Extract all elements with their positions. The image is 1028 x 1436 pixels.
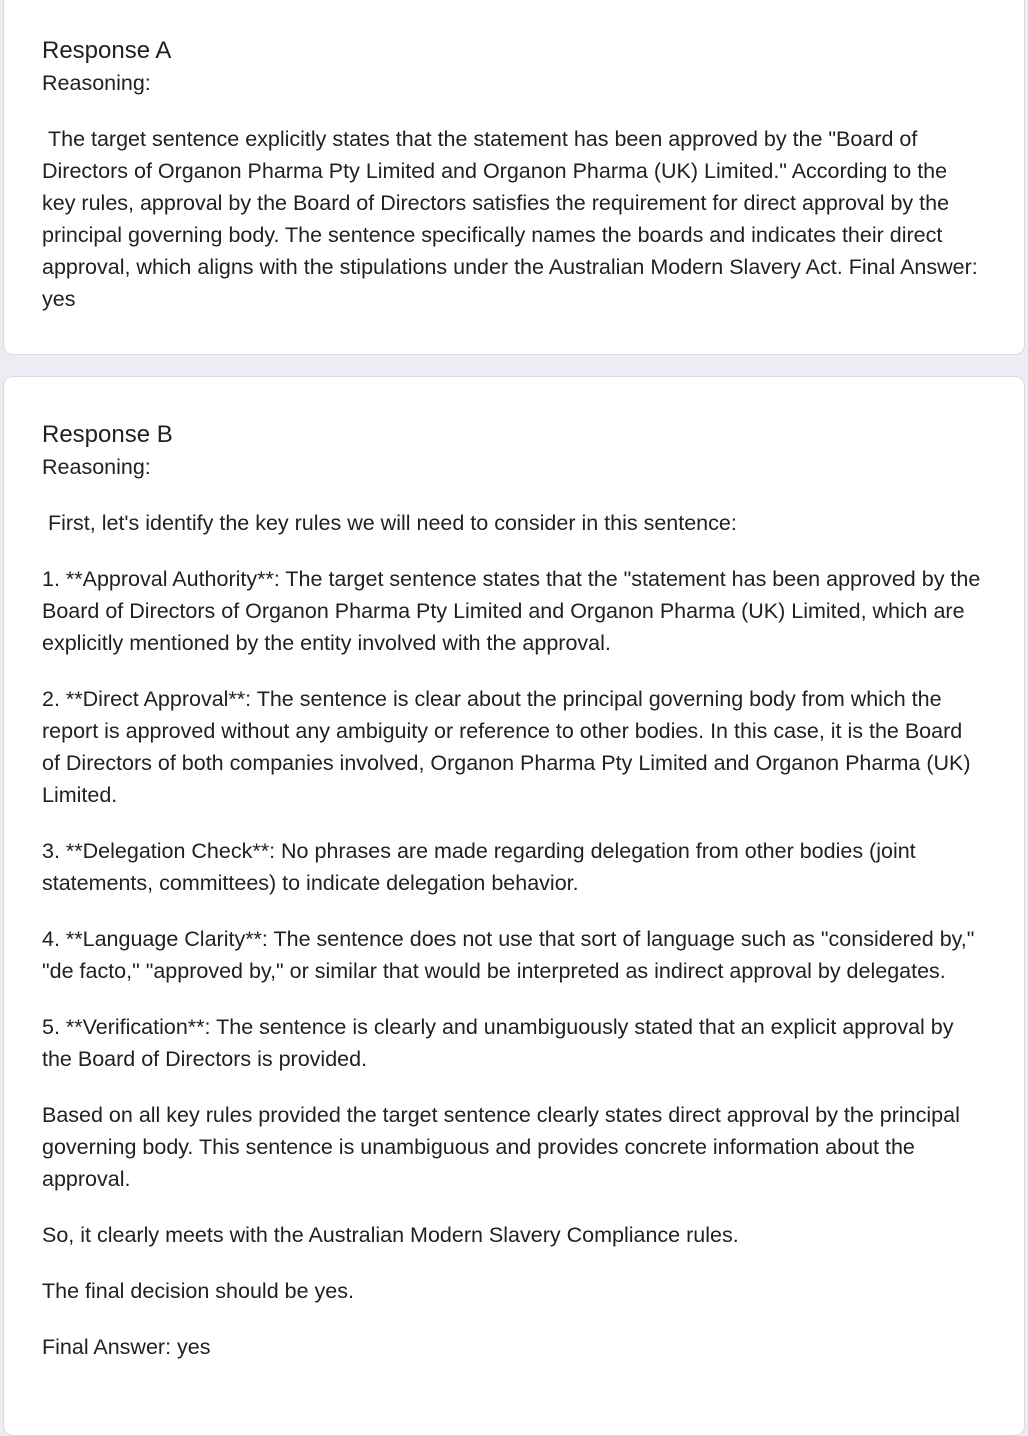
response-b-rule-4: 4. **Language Clarity**: The sentence does not use that sort of language such as "considered by," "de facto," "approved by," or similar that would be interpreted as indirect approval by delegates. — [42, 927, 975, 983]
response-b-rule-3: 3. **Delegation Check**: No phrases are made regarding delegation from other bodies (joint statements, committees) to indicate delegation behavior. — [42, 839, 916, 895]
response-a-card — [3, 0, 1025, 355]
response-b-rule-5: 5. **Verification**: The sentence is clearly and unambiguously stated that an explicit approval by the Board of Directors is provided. — [42, 1015, 954, 1071]
response-a-content — [42, 35, 986, 315]
response-a-paragraph: The target sentence explicitly states that the statement has been approved by the "Board of Directors of Organon Pharma Pty Limited and Organon Pharma (UK) Limited." According to the key rules, approval by the Board of Directors satisfies the requirement for direct approval by the principal governing body. The sentence specifically names the boards and indicates their direct approval, which aligns with the stipulations under the Australian Modern Slavery Act. Final Answer: yes — [42, 127, 984, 311]
response-b-decision: The final decision should be yes. — [42, 1279, 354, 1303]
response-a-subtitle: Reasoning: — [42, 71, 151, 95]
response-b-subtitle: Reasoning: — [42, 455, 151, 479]
response-b-summary: Based on all key rules provided the target sentence clearly states direct approval by the principal governing body. This sentence is unambiguous and provides concrete information about the approval. — [42, 1103, 960, 1191]
response-a-title: Response A — [42, 37, 172, 64]
response-b-content — [42, 419, 986, 1363]
response-b-intro: First, let's identify the key rules we will need to consider in this sentence: — [42, 511, 737, 535]
response-b-rule-2: 2. **Direct Approval**: The sentence is clear about the principal governing body from which the report is approved without any ambiguity or reference to other bodies. In this case, it is the Board of Directors of both companies involved, Organon Pharma Pty Limited and Organon Pharma (UK) Limited. — [42, 687, 971, 807]
response-b-rule-1: 1. **Approval Authority**: The target sentence states that the "statement has been approved by the Board of Directors of Organon Pharma Pty Limited and Organon Pharma (UK) Limited, which are explicitly mentioned by the entity involved with the approval. — [42, 567, 981, 655]
response-b-compliance: So, it clearly meets with the Australian Modern Slavery Compliance rules. — [42, 1223, 739, 1247]
response-b-final-answer: Final Answer: yes — [42, 1335, 211, 1359]
response-b-card — [3, 376, 1025, 1436]
response-b-title: Response B — [42, 421, 173, 448]
